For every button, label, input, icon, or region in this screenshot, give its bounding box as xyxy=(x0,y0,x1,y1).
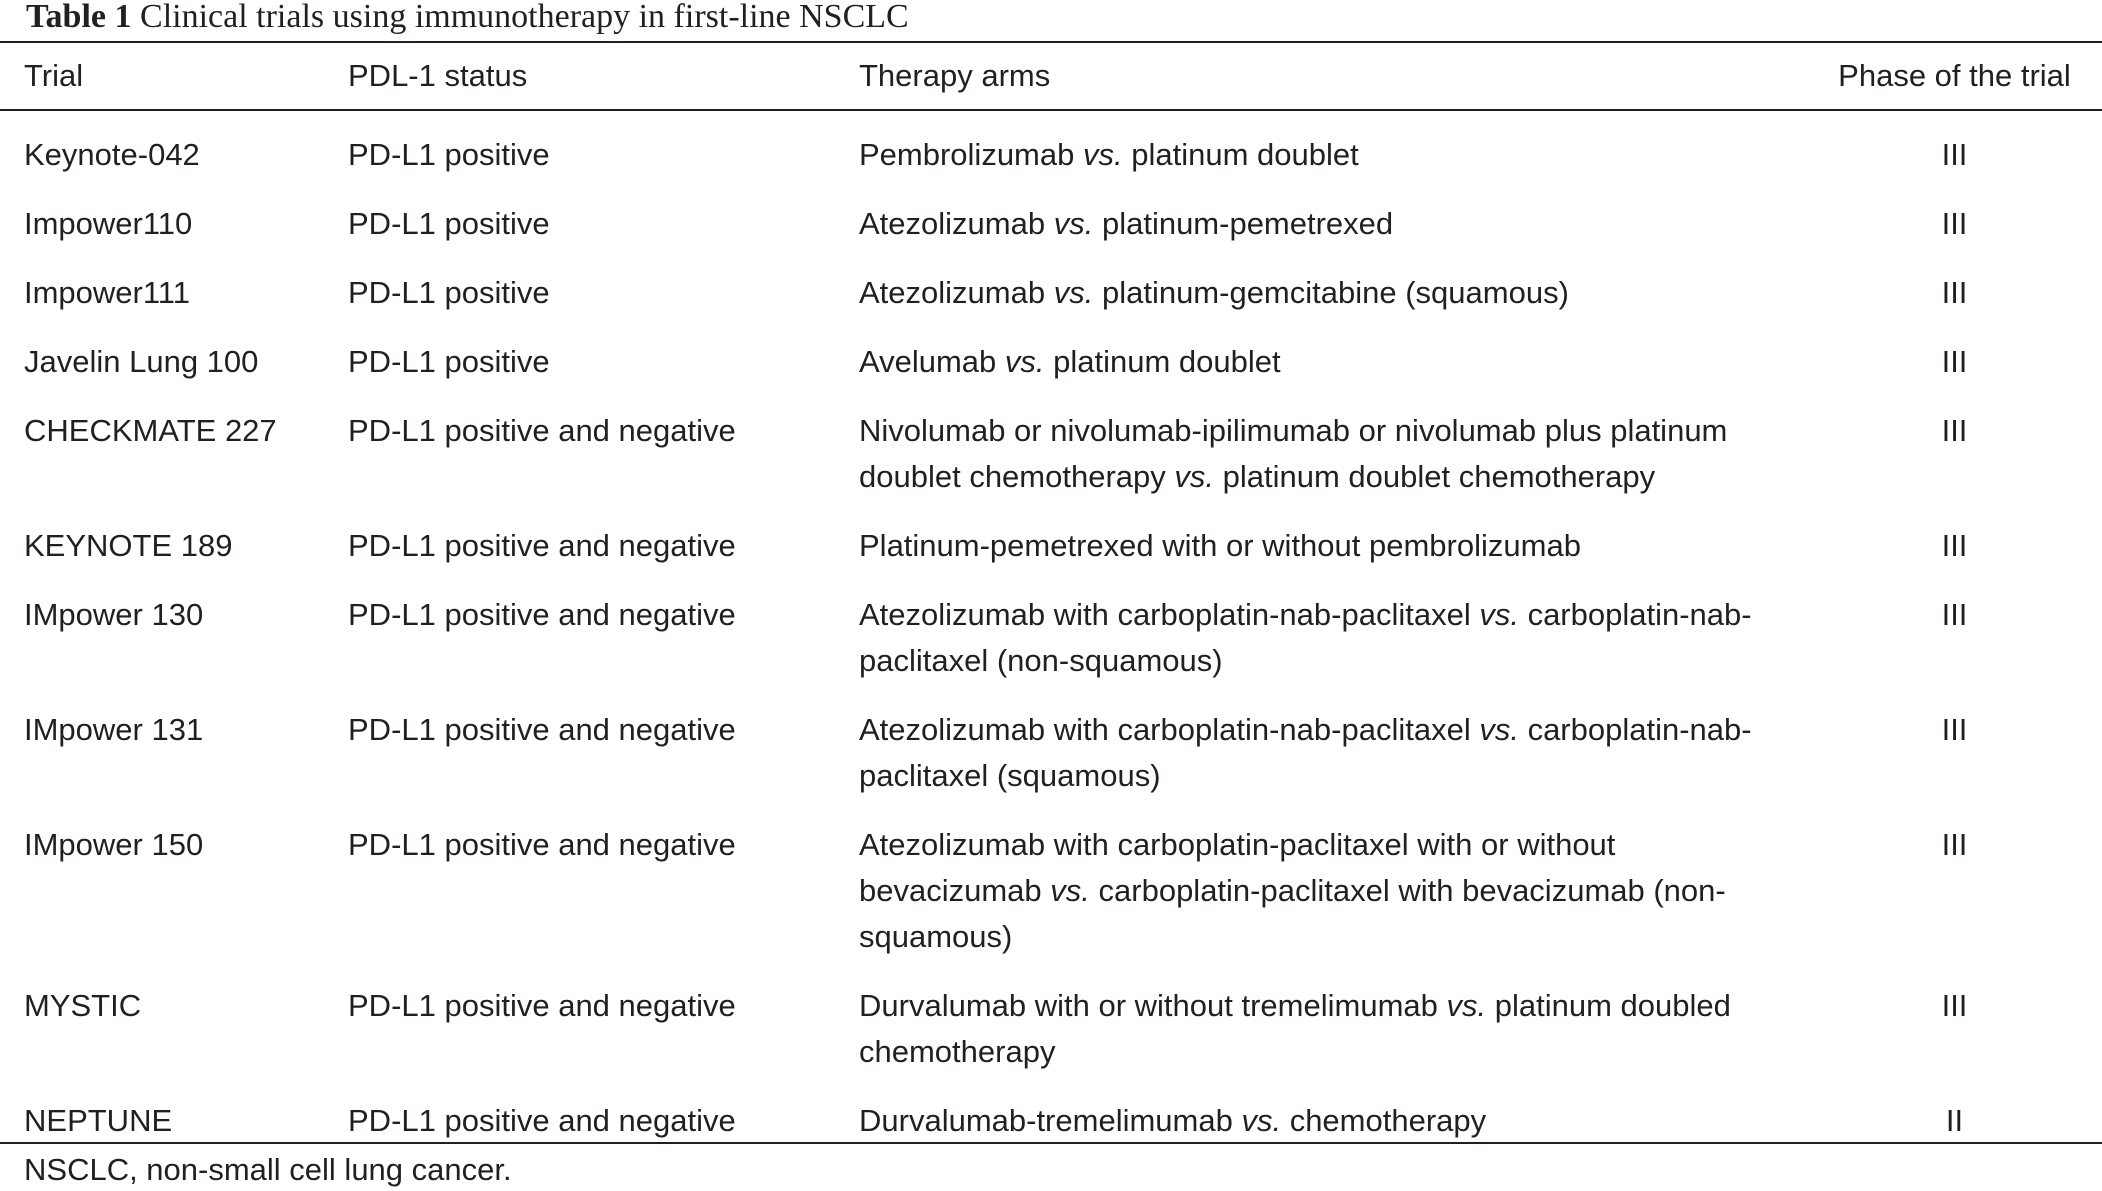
therapy-text: carboplatin-nab-paclitaxel (non-squamous) xyxy=(859,597,1752,678)
therapy-text: platinum doublet xyxy=(1122,137,1359,172)
therapy-text: Durvalumab-tremelimumab xyxy=(859,1103,1242,1138)
therapy-text: Atezolizumab xyxy=(859,206,1054,241)
table-row xyxy=(0,178,2102,247)
table-row xyxy=(0,569,2102,684)
cell-phase: III xyxy=(1941,528,1968,563)
cell-pdl1: PD-L1 positive and negative xyxy=(348,827,736,862)
header-phase: Phase of the trial xyxy=(1838,58,2071,93)
table-row xyxy=(0,109,2102,178)
cell-trial: IMpower 130 xyxy=(24,597,204,632)
cell-trial: KEYNOTE 189 xyxy=(24,528,233,563)
therapy-text: platinum doublet xyxy=(1044,344,1281,379)
cell-therapy xyxy=(859,684,1807,799)
therapy-text: Durvalumab with or without tremelimumab xyxy=(859,988,1447,1023)
cell-pdl1: PD-L1 positive xyxy=(348,206,550,241)
header-trial: Trial xyxy=(24,58,84,93)
vs-text: vs. xyxy=(1050,873,1090,908)
vs-text: vs. xyxy=(1004,344,1045,379)
cell-therapy xyxy=(859,316,1807,385)
cell-therapy xyxy=(859,385,1807,500)
cell-phase: III xyxy=(1941,988,1968,1023)
cell-trial: IMpower 150 xyxy=(24,827,204,862)
cell-therapy xyxy=(859,500,1807,569)
cell-trial: Impower110 xyxy=(24,206,193,241)
table-row xyxy=(0,1075,2102,1162)
cell-trial: NEPTUNE xyxy=(24,1103,173,1138)
header-row xyxy=(0,43,2102,109)
therapy-text: Nivolumab or nivolumab-ipilimumab or nivolumab plus platinum doublet chemotherapy xyxy=(859,413,1728,494)
cell-therapy xyxy=(859,247,1807,316)
table-footnote: NSCLC, non-small cell lung cancer. xyxy=(24,1152,512,1187)
table-row xyxy=(0,960,2102,1075)
cell-pdl1: PD-L1 positive and negative xyxy=(348,712,736,747)
cell-phase: III xyxy=(1941,206,1968,241)
vs-text: vs. xyxy=(1446,988,1487,1023)
therapy-text: carboplatin-nab-paclitaxel (squamous) xyxy=(859,712,1752,793)
therapy-text: platinum doubled chemotherapy xyxy=(859,988,1731,1069)
table-row xyxy=(0,385,2102,500)
table-row xyxy=(0,316,2102,385)
cell-therapy xyxy=(859,1075,1807,1162)
table-row xyxy=(0,247,2102,316)
table-caption xyxy=(26,0,909,36)
cell-phase: III xyxy=(1941,137,1968,172)
therapy-text: Atezolizumab xyxy=(859,275,1054,310)
vs-text: vs. xyxy=(1241,1103,1282,1138)
cell-trial: IMpower 131 xyxy=(24,712,204,747)
therapy-text: Avelumab xyxy=(859,344,1005,379)
cell-phase: III xyxy=(1941,413,1968,448)
cell-phase: III xyxy=(1941,712,1968,747)
table-row xyxy=(0,500,2102,569)
cell-phase: III xyxy=(1941,344,1968,379)
cell-trial: Javelin Lung 100 xyxy=(24,344,259,379)
therapy-text: carboplatin-paclitaxel with bevacizumab (non-squamous) xyxy=(859,873,1726,954)
cell-pdl1: PD-L1 positive xyxy=(348,137,550,172)
cell-phase: III xyxy=(1941,597,1968,632)
cell-phase: II xyxy=(1945,1103,1964,1138)
cell-pdl1: PD-L1 positive and negative xyxy=(348,988,736,1023)
cell-phase: III xyxy=(1941,827,1968,862)
therapy-text: Platinum-pemetrexed with or without pembrolizumab xyxy=(859,528,1581,563)
cell-therapy xyxy=(859,178,1807,247)
table-caption-text: Clinical trials using immunotherapy in first-line NSCLC xyxy=(131,0,909,35)
therapy-text: chemotherapy xyxy=(1281,1103,1487,1138)
cell-pdl1: PD-L1 positive and negative xyxy=(348,413,736,448)
cell-therapy xyxy=(859,799,1807,960)
therapy-text: Pembrolizumab xyxy=(859,137,1083,172)
therapy-text: platinum-gemcitabine (squamous) xyxy=(1093,275,1569,310)
cell-trial: Impower111 xyxy=(24,275,190,310)
cell-therapy xyxy=(859,960,1807,1075)
header-pdl1-status: PDL-1 status xyxy=(348,58,528,93)
cell-therapy xyxy=(859,109,1807,178)
cell-therapy xyxy=(859,569,1807,684)
vs-text: vs. xyxy=(1053,275,1094,310)
cell-trial: Keynote-042 xyxy=(24,137,200,172)
cell-pdl1: PD-L1 positive and negative xyxy=(348,528,736,563)
vs-text: vs. xyxy=(1479,712,1519,747)
therapy-text: platinum-pemetrexed xyxy=(1093,206,1394,241)
therapy-text: Atezolizumab with carboplatin-paclitaxel with or without bevacizumab xyxy=(859,827,1616,908)
cell-trial: CHECKMATE 227 xyxy=(24,413,277,448)
vs-text: vs. xyxy=(1174,459,1214,494)
therapy-text: Atezolizumab with carboplatin-nab-paclitaxel xyxy=(859,597,1480,632)
cell-pdl1: PD-L1 positive and negative xyxy=(348,1103,736,1138)
vs-text: vs. xyxy=(1053,206,1094,241)
table-caption-label: Table 1 xyxy=(26,0,132,35)
cell-trial: MYSTIC xyxy=(24,988,142,1023)
cell-pdl1: PD-L1 positive and negative xyxy=(348,597,736,632)
vs-text: vs. xyxy=(1082,137,1123,172)
therapy-text: Atezolizumab with carboplatin-nab-paclitaxel xyxy=(859,712,1480,747)
header-therapy-arms: Therapy arms xyxy=(859,58,1051,93)
trials-table xyxy=(0,43,2102,1162)
cell-phase: III xyxy=(1941,275,1968,310)
therapy-text: platinum doublet chemotherapy xyxy=(1214,459,1656,494)
vs-text: vs. xyxy=(1479,597,1519,632)
table-row xyxy=(0,684,2102,799)
cell-pdl1: PD-L1 positive xyxy=(348,275,550,310)
table-row xyxy=(0,799,2102,960)
cell-pdl1: PD-L1 positive xyxy=(348,344,550,379)
